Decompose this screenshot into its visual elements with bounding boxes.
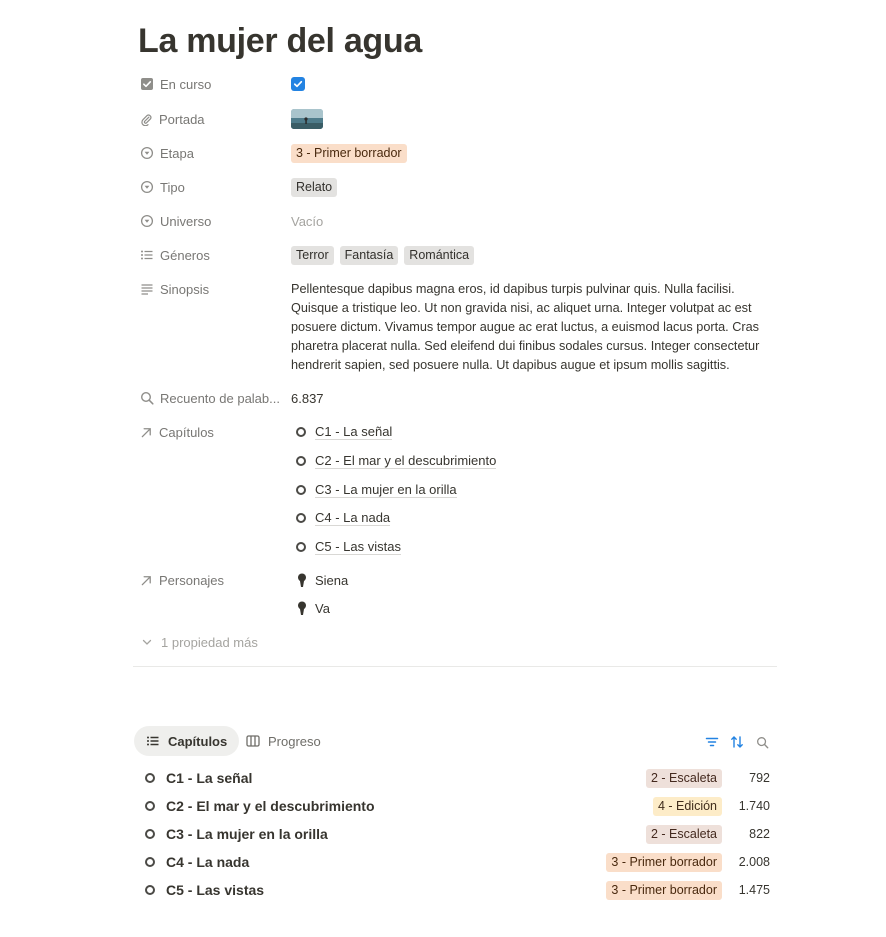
property-universo — [140, 209, 780, 233]
property-portada — [140, 107, 780, 131]
property-label-text: Universo — [160, 213, 212, 229]
property-tipo — [140, 175, 780, 199]
row-title: C1 - La señal — [166, 770, 253, 786]
property-label-universo[interactable] — [140, 209, 280, 233]
row-stage-tag: 4 - Edición — [653, 797, 722, 816]
property-label-sinopsis[interactable] — [140, 277, 280, 301]
property-label-capitulos[interactable] — [140, 420, 280, 444]
paperclip-icon — [140, 113, 153, 126]
relation-arrow-icon — [140, 574, 153, 587]
genero-tag[interactable]: Terror — [291, 246, 334, 265]
property-label-text: Géneros — [160, 247, 210, 263]
capitulo-relation-item[interactable]: C3 - La mujer en la orilla — [296, 479, 457, 501]
property-label-generos[interactable] — [140, 243, 280, 267]
property-personajes — [140, 568, 780, 592]
filter-button[interactable] — [704, 734, 720, 750]
row-word-count: 792 — [749, 771, 770, 785]
list-item[interactable] — [145, 822, 770, 846]
property-recuento — [140, 386, 780, 410]
list-item[interactable] — [145, 878, 770, 902]
chevron-down-icon — [141, 636, 153, 648]
recuento-value[interactable]: 6.837 — [291, 390, 324, 406]
page-ring-icon — [296, 513, 306, 523]
list-view-icon — [146, 734, 160, 748]
property-label-recuento[interactable] — [140, 386, 280, 410]
capitulo-relation-item[interactable]: C1 - La señal — [296, 421, 392, 443]
list-item[interactable] — [145, 850, 770, 874]
row-title: C2 - El mar y el descubrimiento — [166, 798, 375, 814]
board-view-icon — [246, 734, 260, 748]
property-generos — [140, 243, 780, 267]
row-title: C4 - La nada — [166, 854, 250, 870]
capitulo-relation-item[interactable]: C5 - Las vistas — [296, 536, 401, 558]
checkmark-icon — [293, 79, 303, 89]
page-ring-icon — [296, 542, 306, 552]
genero-tag[interactable]: Romántica — [404, 246, 474, 265]
property-label-tipo[interactable] — [140, 175, 280, 199]
search-icon — [140, 391, 154, 405]
divider — [133, 666, 777, 667]
property-label-text: Capítulos — [159, 424, 214, 440]
property-label-en-curso[interactable] — [140, 72, 280, 96]
row-title: C3 - La mujer en la orilla — [166, 826, 328, 842]
checkbox-property-icon — [140, 77, 154, 91]
cover-thumbnail[interactable] — [291, 109, 323, 129]
capitulo-relation-item[interactable]: C4 - La nada — [296, 507, 390, 529]
property-label-text: Portada — [159, 111, 205, 127]
personaje-relation-item[interactable]: Va — [296, 597, 330, 619]
select-icon — [140, 180, 154, 194]
capitulo-relation-item[interactable]: C2 - El mar y el descubrimiento — [296, 450, 496, 472]
sinopsis-text[interactable]: Pellentesque dapibus magna eros, id dapibus turpis pulvinar quis. Nulla facilisi. Quisque a tristique leo. Ut non gravida nisi, ac aliquet urna. Integer volutpat ac est posuere dictum. Vivamus tempor augue ac erat luctus, a euismod lacus porta. Cras pharetra placerat nulla. Sed eleifend dui finibus sodales cursus. Integer consectetur hendrerit sapien, sed posuere nulla. Ut dapibus augue et ipsum mollis sagittis. — [291, 282, 760, 372]
select-icon — [140, 146, 154, 160]
property-label-text: Tipo — [160, 179, 185, 195]
property-etapa — [140, 141, 780, 165]
tipo-tag[interactable]: Relato — [291, 178, 337, 197]
en-curso-checkbox[interactable] — [291, 77, 305, 91]
sort-icon — [730, 735, 744, 749]
page-ring-icon — [145, 773, 155, 783]
select-icon — [140, 214, 154, 228]
genero-tag[interactable]: Fantasía — [340, 246, 399, 265]
etapa-tag[interactable]: 3 - Primer borrador — [291, 144, 407, 163]
property-label-text: En curso — [160, 76, 212, 92]
cover-image — [291, 109, 323, 129]
property-label-personajes[interactable] — [140, 568, 280, 592]
row-word-count: 822 — [749, 827, 770, 841]
page-ring-icon — [296, 485, 306, 495]
tab-progreso[interactable]: Progreso — [234, 726, 333, 756]
row-stage-tag: 3 - Primer borrador — [606, 853, 722, 872]
row-word-count: 1.740 — [738, 799, 770, 813]
row-word-count: 1.475 — [738, 883, 770, 897]
row-stage-tag: 2 - Escaleta — [646, 769, 722, 788]
multi-select-icon — [140, 248, 154, 262]
filter-icon — [705, 735, 719, 749]
property-label-text: Sinopsis — [160, 281, 210, 297]
sort-button[interactable] — [729, 734, 745, 750]
personaje-relation-item[interactable]: Siena — [296, 569, 348, 591]
page-title[interactable]: La mujer del agua — [138, 22, 422, 60]
property-label-text: Personajes — [159, 572, 225, 588]
text-icon — [140, 282, 154, 296]
list-item[interactable] — [145, 766, 770, 790]
property-label-text: Recuento de palab... — [160, 390, 280, 406]
search-icon — [756, 736, 769, 749]
list-item[interactable] — [145, 794, 770, 818]
property-capitulos — [140, 420, 780, 444]
page-ring-icon — [145, 885, 155, 895]
tab-capitulos[interactable]: Capítulos — [134, 726, 239, 756]
search-button[interactable] — [754, 734, 770, 750]
page-ring-icon — [296, 427, 306, 437]
row-stage-tag: 2 - Escaleta — [646, 825, 722, 844]
row-title: C5 - Las vistas — [166, 882, 265, 898]
person-icon — [296, 601, 308, 615]
property-label-etapa[interactable] — [140, 141, 280, 165]
row-word-count: 2.008 — [738, 855, 770, 869]
page-ring-icon — [296, 456, 306, 466]
more-properties-toggle[interactable]: 1 propiedad más — [141, 632, 258, 652]
page-ring-icon — [145, 801, 155, 811]
property-label-text: Etapa — [160, 145, 194, 161]
person-icon — [296, 573, 308, 587]
page-ring-icon — [145, 857, 155, 867]
universo-empty-value[interactable]: Vacío — [291, 213, 324, 229]
page-ring-icon — [145, 829, 155, 839]
property-label-portada[interactable] — [140, 107, 280, 131]
row-stage-tag: 3 - Primer borrador — [606, 881, 722, 900]
property-en-curso — [140, 72, 780, 96]
relation-arrow-icon — [140, 426, 153, 439]
